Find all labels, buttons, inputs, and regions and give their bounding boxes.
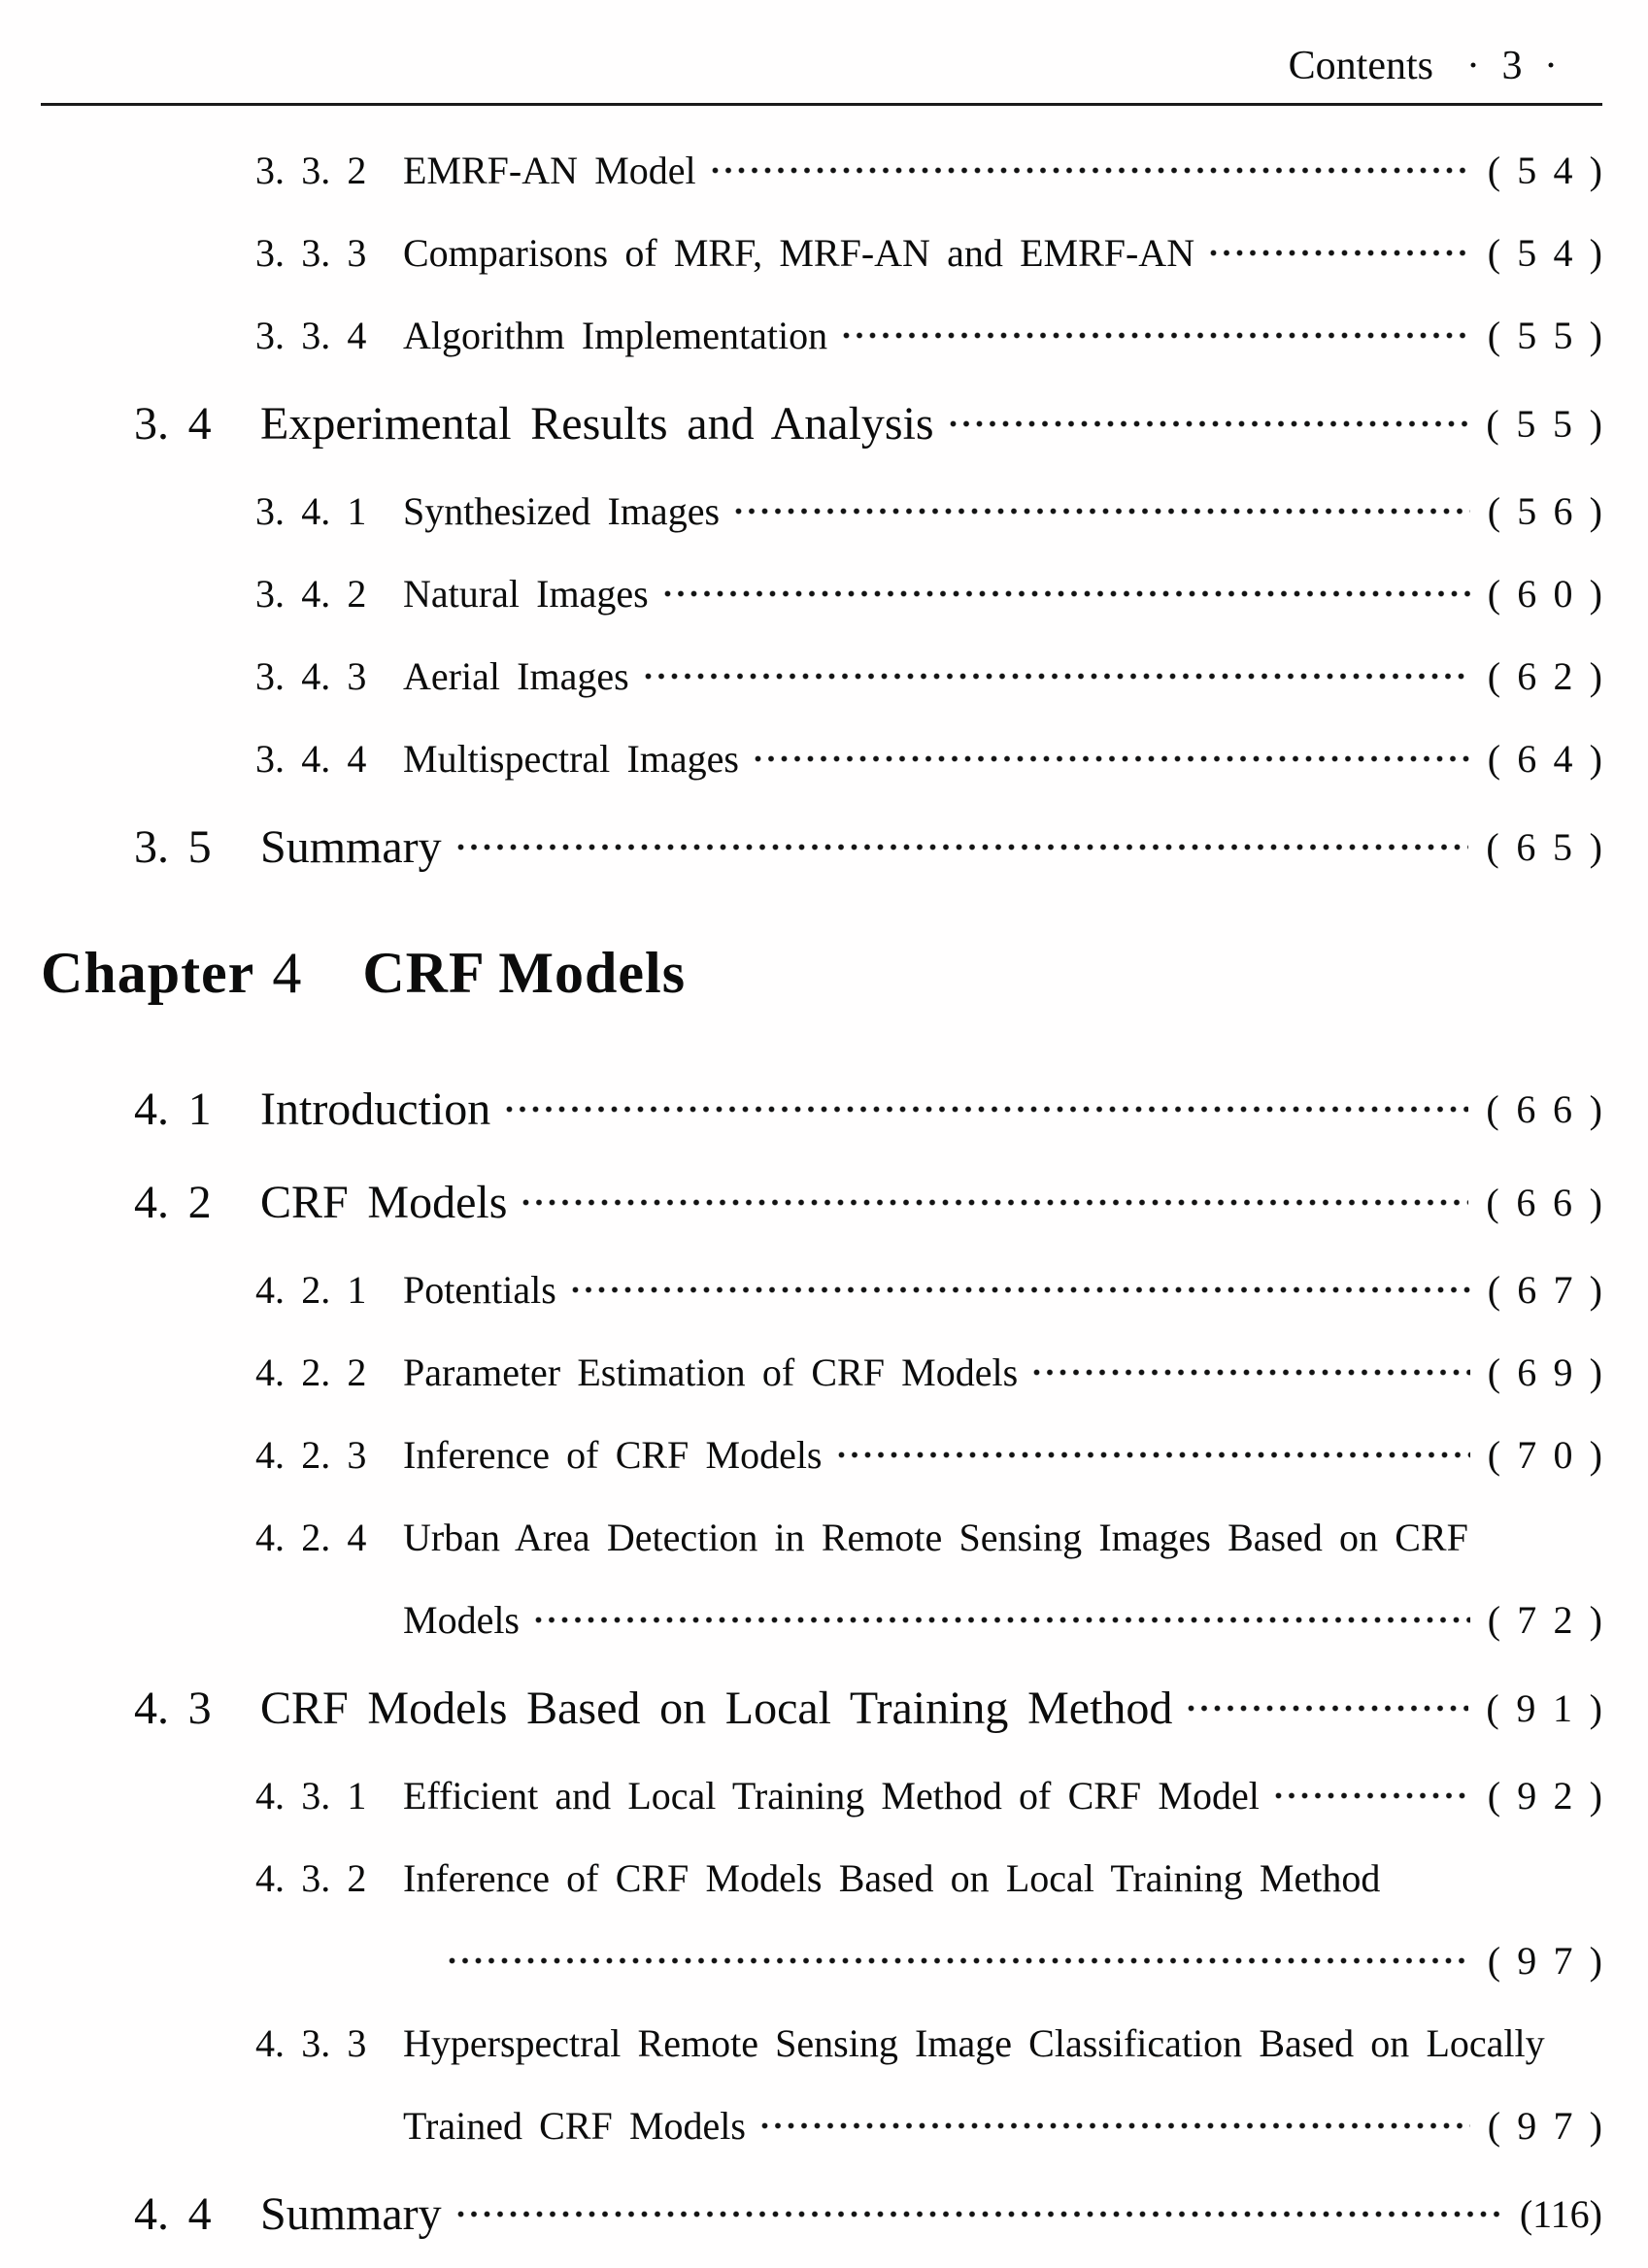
toc-entry-page: ( 5 6 ) xyxy=(1487,489,1602,533)
toc-entry-title: CRF Models xyxy=(260,1176,508,1228)
chapter-heading xyxy=(41,930,1602,1016)
toc-entry-title: Algorithm Implementation xyxy=(403,314,828,357)
toc-entry-title: Inference of CRF Models Based on Local Training Method xyxy=(403,1856,1381,1900)
toc-row-4-3-1 xyxy=(255,1754,1602,1837)
toc-entry-page: ( 5 5 ) xyxy=(1487,314,1602,357)
dot-leader xyxy=(664,590,1470,597)
toc-entry-title: Aerial Images xyxy=(403,654,629,698)
page-folio: · 3 · xyxy=(1466,44,1564,88)
dot-leader xyxy=(535,1617,1470,1623)
toc-row-3-3-2 xyxy=(255,129,1602,212)
toc-entry-number: 4. 3. 3 xyxy=(255,2021,367,2065)
table-of-contents xyxy=(41,129,1602,2260)
toc-entry-page: ( 5 4 ) xyxy=(1487,231,1602,275)
toc-row-4-4 xyxy=(134,2167,1602,2260)
dot-leader xyxy=(572,1286,1470,1293)
toc-entry-number: 4. 4 xyxy=(134,2187,212,2240)
toc-row-3-4 xyxy=(134,377,1602,470)
page-header xyxy=(41,41,1602,91)
toc-entry-number: 4. 2. 2 xyxy=(255,1351,367,1394)
toc-row-4-3-3 xyxy=(255,2002,1602,2085)
toc-entry-page: ( 6 7 ) xyxy=(1487,1268,1602,1312)
toc-row-3-5 xyxy=(134,800,1602,893)
chapter-number: 4 xyxy=(272,941,303,1005)
toc-row-4-2-4 xyxy=(255,1496,1602,1579)
toc-entry-page: ( 6 5 ) xyxy=(1486,824,1602,869)
dot-leader xyxy=(522,1199,1468,1206)
toc-entry-title: Urban Area Detection in Remote Sensing Images Based on CRF xyxy=(403,1516,1468,1559)
toc-entry-number: 4. 1 xyxy=(134,1083,212,1135)
toc-entry-number: 4. 3. 1 xyxy=(255,1774,367,1818)
toc-entry-number: 3. 3. 4 xyxy=(255,314,367,357)
dot-leader xyxy=(1275,1792,1470,1799)
toc-row-4-3-2-continuation xyxy=(403,1919,1602,2002)
toc-row-3-4-1 xyxy=(255,470,1602,552)
toc-row-3-4-3 xyxy=(255,635,1602,717)
toc-row-3-4-4 xyxy=(255,717,1602,800)
toc-entry-number: 3. 4. 4 xyxy=(255,737,367,781)
toc-entry-number: 3. 3. 2 xyxy=(255,149,367,192)
toc-row-4-3-2 xyxy=(255,1837,1602,1919)
toc-entry-number: 3. 4 xyxy=(134,397,212,450)
dot-leader xyxy=(838,1451,1470,1458)
toc-entry-title: Synthesized Images xyxy=(403,489,721,533)
dot-leader xyxy=(950,420,1469,427)
toc-entry-page: ( 5 5 ) xyxy=(1486,401,1602,446)
toc-entry-number: 4. 2. 4 xyxy=(255,1516,367,1559)
toc-entry-page: ( 6 9 ) xyxy=(1487,1351,1602,1394)
toc-entry-page: (116) xyxy=(1519,2191,1602,2236)
toc-entry-number: 3. 3. 3 xyxy=(255,231,367,275)
dot-leader xyxy=(712,167,1470,174)
toc-entry-title: Introduction xyxy=(260,1083,491,1135)
dot-leader xyxy=(735,508,1470,515)
toc-entry-number: 4. 3. 2 xyxy=(255,1856,367,1900)
toc-entry-title: Parameter Estimation of CRF Models xyxy=(403,1351,1019,1394)
toc-entry-page: ( 6 6 ) xyxy=(1486,1086,1602,1131)
toc-entry-title: Summary xyxy=(260,2187,442,2240)
dot-leader xyxy=(1033,1369,1470,1376)
toc-entry-page: ( 6 0 ) xyxy=(1487,572,1602,616)
dot-leader xyxy=(645,673,1470,680)
toc-entry-number: 3. 4. 2 xyxy=(255,572,367,616)
toc-entry-title: Models xyxy=(403,1598,520,1642)
toc-entry-title: Natural Images xyxy=(403,572,649,616)
toc-entry-title: Potentials xyxy=(403,1268,556,1312)
toc-entry-page: ( 9 1 ) xyxy=(1486,1685,1602,1730)
toc-row-4-3-3-continuation xyxy=(403,2085,1602,2167)
toc-row-4-3 xyxy=(134,1661,1602,1754)
dot-leader xyxy=(1210,250,1470,256)
toc-row-3-4-2 xyxy=(255,552,1602,635)
toc-entry-page: ( 6 2 ) xyxy=(1487,654,1602,698)
chapter-label: Chapter xyxy=(41,941,255,1005)
toc-entry-number: 3. 5 xyxy=(134,820,212,873)
dot-leader xyxy=(843,332,1470,339)
toc-row-4-2 xyxy=(134,1155,1602,1249)
dot-leader xyxy=(755,755,1470,762)
toc-entry-number: 3. 4. 1 xyxy=(255,489,367,533)
toc-entry-page: ( 9 2 ) xyxy=(1487,1774,1602,1818)
toc-entry-title: CRF Models Based on Local Training Method xyxy=(260,1682,1173,1734)
toc-entry-title: EMRF-AN Model xyxy=(403,149,696,192)
toc-entry-page: ( 9 7 ) xyxy=(1487,1939,1602,1983)
toc-entry-number: 3. 4. 3 xyxy=(255,654,367,698)
dot-leader xyxy=(1188,1705,1468,1712)
toc-entry-title: Efficient and Local Training Method of CRF Model xyxy=(403,1774,1260,1818)
toc-row-3-3-3 xyxy=(255,212,1602,294)
dot-leader xyxy=(457,844,1469,850)
toc-entry-title: Inference of CRF Models xyxy=(403,1433,823,1477)
toc-row-4-1 xyxy=(134,1062,1602,1155)
dot-leader xyxy=(761,2122,1470,2129)
toc-entry-page: ( 6 6 ) xyxy=(1486,1180,1602,1224)
toc-entry-number: 4. 2. 3 xyxy=(255,1433,367,1477)
dot-leader xyxy=(506,1106,1468,1113)
toc-entry-number: 4. 2 xyxy=(134,1176,212,1228)
toc-entry-page: ( 7 2 ) xyxy=(1487,1598,1602,1642)
dot-leader xyxy=(457,2211,1502,2218)
toc-entry-page: ( 7 0 ) xyxy=(1487,1433,1602,1477)
header-rule xyxy=(41,103,1602,106)
toc-row-3-3-4 xyxy=(255,294,1602,377)
toc-entry-page: ( 5 4 ) xyxy=(1487,149,1602,192)
toc-row-4-2-3 xyxy=(255,1414,1602,1496)
chapter-title: CRF Models xyxy=(362,941,687,1005)
toc-entry-title: Multispectral Images xyxy=(403,737,739,781)
toc-entry-title: Comparisons of MRF, MRF-AN and EMRF-AN xyxy=(403,231,1195,275)
toc-row-4-2-4-continuation xyxy=(403,1579,1602,1661)
toc-entry-number: 4. 2. 1 xyxy=(255,1268,367,1312)
toc-row-4-2-2 xyxy=(255,1331,1602,1414)
toc-entry-page: ( 6 4 ) xyxy=(1487,737,1602,781)
toc-entry-title: Trained CRF Models xyxy=(403,2104,746,2148)
toc-entry-title: Hyperspectral Remote Sensing Image Classification Based on Locally xyxy=(403,2021,1545,2065)
toc-entry-title: Summary xyxy=(260,820,442,873)
toc-entry-page: ( 9 7 ) xyxy=(1487,2104,1602,2148)
toc-entry-number: 4. 3 xyxy=(134,1682,212,1734)
dot-leader xyxy=(449,1957,1470,1964)
toc-entry-title: Experimental Results and Analysis xyxy=(260,397,934,450)
toc-row-4-2-1 xyxy=(255,1249,1602,1331)
header-title: Contents xyxy=(1288,44,1434,88)
